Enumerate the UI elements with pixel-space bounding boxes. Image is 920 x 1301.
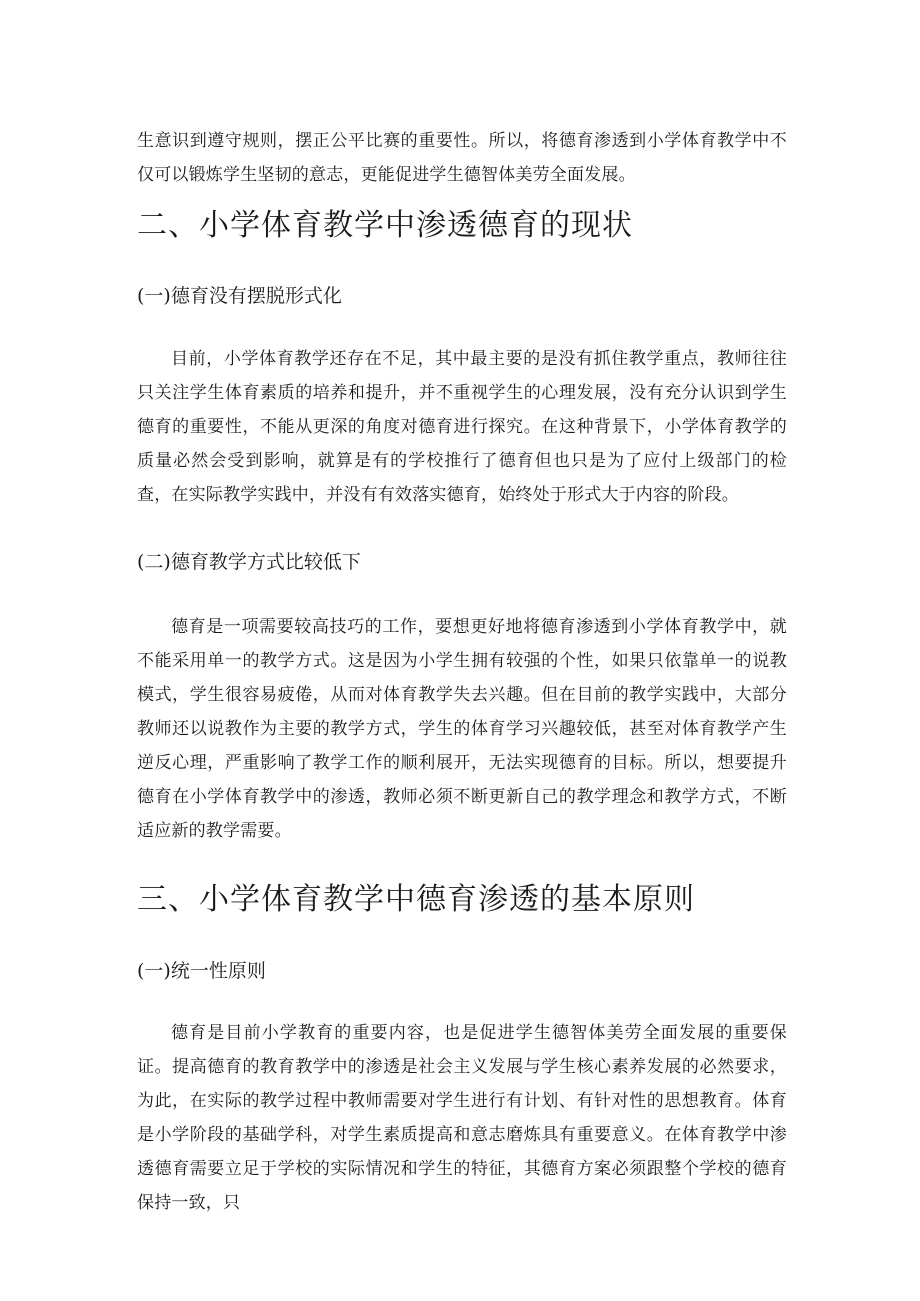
paragraph-2-1: 目前，小学体育教学还存在不足，其中最主要的是没有抓住教学重点，教师往往只关注学生体育素质的培养和提升，并不重视学生的心理发展，没有充分认识到学生德育的重要性，不能从更深的角度对德育进行探究。在这种背景下，小学体育教学的质量必然会受到影响，就算是有的学校推行了德育但也只是为了应付上级部门的检查，在实际教学实践中，并没有有效落实德育，始终处于形式大于内容的阶段。 — [137, 349, 787, 505]
section-heading-3: 三、小学体育教学中德育渗透的基本原则 — [137, 882, 695, 917]
section-heading-2: 二、小学体育教学中渗透德育的现状 — [137, 208, 633, 243]
subsection-heading-2-1: (一)德育没有摆脱形式化 — [137, 285, 342, 307]
paragraph-2-2: 德育是一项需要较高技巧的工作，要想更好地将德育渗透到小学体育教学中，就不能采用单一的教学方式。这是因为小学生拥有较强的个性，如果只依靠单一的说教模式，学生很容易疲倦，从而对体育教学失去兴趣。但在目前的教学实践中，大部分教师还以说教作为主要的教学方式，学生的体育学习兴趣较低，甚至对体育教学产生逆反心理，严重影响了教学工作的顺利展开，无法实现德育的目标。所以，想要提升德育在小学体育教学中的渗透，教师必须不断更新自己的教学理念和教学方式，不断适应新的教学需要。 — [137, 617, 787, 841]
subsection-heading-2-2: (二)德育教学方式比较低下 — [137, 551, 361, 573]
paragraph-3-1: 德育是目前小学教育的重要内容，也是促进学生德智体美劳全面发展的重要保证。提高德育的教育教学中的渗透是社会主义发展与学生核心素养发展的必然要求，为此，在实际的教学过程中教师需要对学生进行有计划、有针对性的思想教育。体育是小学阶段的基础学科，对学生素质提高和意志磨炼具有重要意义。在体育教学中渗透德育需要立足于学校的实际情况和学生的特征，其德育方案必须跟整个学校的德育保持一致，只 — [137, 1023, 787, 1213]
subsection-heading-3-1: (一)统一性原则 — [137, 960, 266, 982]
paragraph-intro-continued: 生意识到遵守规则，摆正公平比赛的重要性。所以，将德育渗透到小学体育教学中不仅可以锻炼学生坚韧的意志，更能促进学生德智体美劳全面发展。 — [137, 131, 787, 185]
